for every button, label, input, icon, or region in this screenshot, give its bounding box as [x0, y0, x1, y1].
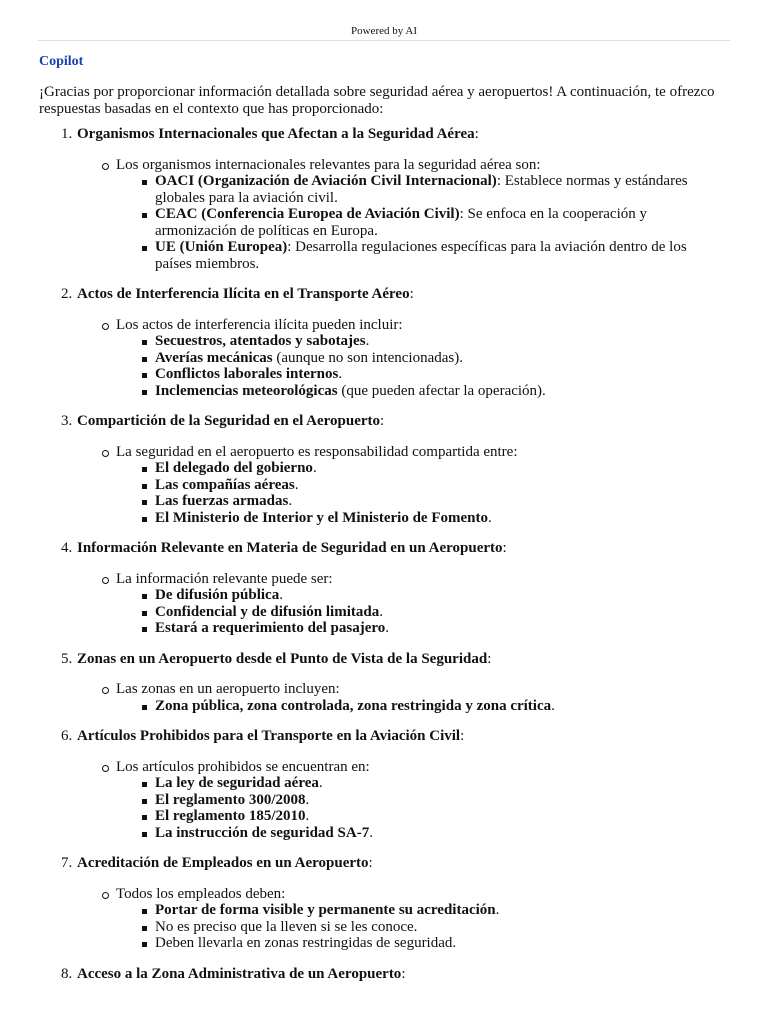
bullet-text: .	[385, 620, 390, 636]
bullet-bold-text: La ley de seguridad aérea	[155, 775, 319, 791]
bullet-bold-text: Conflictos laborales internos	[155, 366, 339, 382]
bullet-text: (aunque no son intencionadas).	[272, 349, 463, 366]
section-heading: Artículos Prohibidos para el Transporte en la Aviación Civil:	[77, 728, 465, 744]
bullet-bold-text: De difusión pública	[155, 587, 280, 603]
bullet-item	[155, 620, 719, 637]
square-bullet-icon	[142, 180, 147, 185]
section-item	[61, 126, 719, 272]
section-number: 1.	[61, 126, 73, 142]
bullet-text: .	[551, 697, 555, 714]
square-bullet-icon	[142, 594, 147, 599]
bullet-item	[155, 206, 719, 239]
section-item	[61, 413, 719, 526]
square-bullet-icon	[142, 832, 147, 837]
bullet-item	[155, 825, 719, 842]
bullet-item	[155, 350, 719, 367]
circle-bullet-icon	[102, 577, 109, 584]
section-item	[61, 650, 719, 715]
section-title: Zonas en un Aeropuerto desde el Punto de Vista de la Seguridad	[77, 650, 488, 667]
bullet-text: .	[379, 603, 383, 620]
square-bullet-icon	[142, 815, 147, 820]
bullet-bold-text: Las compañías aéreas	[155, 476, 295, 493]
sub-list-item	[77, 317, 719, 400]
section-number: 4.	[61, 540, 73, 556]
square-bullet-icon	[142, 484, 147, 489]
section-heading: Acreditación de Empleados en un Aeropuerto:	[77, 855, 373, 871]
section-number: 7.	[61, 855, 73, 871]
sub-list-lead: La información relevante puede ser:	[116, 570, 333, 587]
sub-list-item	[77, 681, 719, 714]
bullet-bold-text: Inclemencias meteorológicas	[155, 382, 338, 399]
section-heading: Compartición de la Seguridad en el Aeropuerto:	[77, 413, 385, 429]
section-item	[61, 540, 719, 637]
section-title: Información Relevante en Materia de Seguridad en un Aeropuerto	[77, 540, 503, 556]
bullet-bold-text: Confidencial y de difusión limitada	[155, 603, 380, 620]
section-title: Compartición de la Seguridad en el Aeropuerto	[77, 413, 381, 429]
bullet-item	[155, 493, 719, 510]
bullet-bold-text: El Ministerio de Interior y el Ministerio de Fomento	[155, 509, 488, 526]
section-item	[61, 728, 719, 841]
section-item	[61, 855, 719, 952]
bullet-list	[116, 460, 719, 526]
bullet-text: .	[318, 775, 323, 791]
bullet-bold-text: Portar de forma visible y permanente su acreditación	[155, 902, 496, 918]
section-title: Acreditación de Empleados en un Aeropuerto	[77, 855, 369, 871]
bullet-text: : Establece normas y estándares globales para la aviación civil.	[155, 173, 688, 206]
bullet-list	[116, 333, 719, 399]
sub-list-item	[77, 157, 719, 273]
bullet-text: : Desarrolla regulaciones específicas para la aviación dentro de los países miembros.	[155, 239, 687, 272]
square-bullet-icon	[142, 357, 147, 362]
square-bullet-icon	[142, 705, 147, 710]
bullet-item	[155, 366, 719, 383]
bullet-text: (que pueden afectar la operación).	[337, 382, 546, 399]
section-body	[77, 444, 719, 527]
bullet-list	[116, 902, 719, 952]
bullet-text: .	[312, 460, 317, 476]
bullet-list	[116, 587, 719, 637]
bullet-item	[155, 902, 719, 919]
section-number: 2.	[61, 286, 73, 302]
sub-list-item	[77, 444, 719, 527]
bullet-text: : Se enfoca en la cooperación y armonización de políticas en Europa.	[155, 206, 647, 239]
bullet-bold-text: El reglamento 300/2008	[155, 791, 306, 808]
section-heading: Zonas en un Aeropuerto desde el Punto de Vista de la Seguridad:	[77, 650, 492, 667]
square-bullet-icon	[142, 627, 147, 632]
section-number: 5.	[61, 650, 73, 667]
bullet-bold-text: UE (Unión Europea)	[155, 239, 288, 255]
answer-content	[39, 126, 719, 996]
square-bullet-icon	[142, 782, 147, 787]
circle-bullet-icon	[102, 892, 109, 899]
bullet-text: .	[495, 902, 500, 918]
bullet-text: .	[294, 476, 299, 493]
sub-list-lead: Los artículos prohibidos se encuentran en:	[116, 758, 370, 775]
bullet-item	[155, 604, 719, 621]
square-bullet-icon	[142, 942, 147, 947]
square-bullet-icon	[142, 926, 147, 931]
bullet-item	[155, 919, 719, 936]
circle-bullet-icon	[102, 687, 109, 694]
sub-list-lead: Los organismos internacionales relevantes para la seguridad aérea son:	[116, 156, 541, 173]
bullet-bold-text: La instrucción de seguridad SA-7	[155, 824, 370, 841]
section-heading: Información Relevante en Materia de Seguridad en un Aeropuerto:	[77, 540, 507, 556]
section-body	[77, 317, 719, 400]
bullet-text: .	[338, 366, 343, 382]
bullet-text: .	[305, 808, 310, 824]
bullet-item	[155, 239, 719, 272]
sub-list-lead: Las zonas en un aeropuerto incluyen:	[116, 681, 340, 697]
section-item	[61, 286, 719, 399]
section-number: 8.	[61, 965, 73, 982]
sub-list-lead: La seguridad en el aeropuerto es responsabilidad compartida entre:	[116, 443, 518, 460]
section-heading: Actos de Interferencia Ilícita en el Transporte Aéreo:	[77, 286, 414, 302]
bullet-text: Deben llevarla en zonas restringidas de seguridad.	[155, 935, 457, 951]
section-title: Acceso a la Zona Administrativa de un Aeropuerto	[77, 965, 402, 982]
circle-bullet-icon	[102, 323, 109, 330]
sub-list-item	[77, 759, 719, 842]
square-bullet-icon	[142, 500, 147, 505]
square-bullet-icon	[142, 213, 147, 218]
bullet-text: .	[365, 333, 370, 349]
bullet-item	[155, 935, 719, 952]
circle-bullet-icon	[102, 450, 109, 457]
powered-by-label: Powered by AI	[38, 22, 730, 41]
section-heading: Acceso a la Zona Administrativa de un Aeropuerto:	[77, 965, 406, 982]
bullet-text: No es preciso que la lleven si se les conoce.	[155, 918, 418, 935]
bullet-bold-text: Las fuerzas armadas	[155, 493, 289, 509]
square-bullet-icon	[142, 799, 147, 804]
bullet-text: .	[488, 509, 492, 526]
circle-bullet-icon	[102, 163, 109, 170]
bullet-item	[155, 587, 719, 604]
sections-list	[39, 126, 719, 982]
section-title: Actos de Interferencia Ilícita en el Transporte Aéreo	[77, 286, 410, 302]
section-item	[61, 965, 719, 983]
bullet-bold-text: Averías mecánicas	[155, 349, 273, 366]
bullet-bold-text: Zona pública, zona controlada, zona restringida y zona crítica	[155, 697, 552, 714]
bullet-bold-text: El delegado del gobierno	[155, 460, 313, 476]
section-title: Artículos Prohibidos para el Transporte en la Aviación Civil	[77, 728, 461, 744]
bullet-item	[155, 173, 719, 206]
section-body	[77, 759, 719, 842]
section-number: 6.	[61, 728, 73, 744]
bullet-text: .	[279, 587, 283, 603]
brand-title: Copilot	[39, 54, 84, 69]
bullet-item	[155, 333, 719, 350]
section-body	[77, 681, 719, 714]
section-heading: Organismos Internacionales que Afectan a la Seguridad Aérea:	[77, 126, 479, 142]
sub-list-item	[77, 886, 719, 952]
section-number: 3.	[61, 413, 73, 429]
section-body	[77, 157, 719, 273]
bullet-item	[155, 477, 719, 494]
square-bullet-icon	[142, 390, 147, 395]
bullet-text: .	[305, 791, 310, 808]
section-title: Organismos Internacionales que Afectan a la Seguridad Aérea	[77, 126, 475, 142]
square-bullet-icon	[142, 909, 147, 914]
square-bullet-icon	[142, 517, 147, 522]
bullet-text: .	[369, 824, 373, 841]
circle-bullet-icon	[102, 765, 109, 772]
bullet-list	[116, 173, 719, 272]
section-body	[77, 886, 719, 952]
bullet-item	[155, 792, 719, 809]
section-body	[77, 571, 719, 637]
square-bullet-icon	[142, 611, 147, 616]
bullet-bold-text: CEAC (Conferencia Europea de Aviación Civil)	[155, 206, 460, 222]
square-bullet-icon	[142, 246, 147, 251]
bullet-bold-text: Estará a requerimiento del pasajero	[155, 620, 386, 636]
bullet-bold-text: Secuestros, atentados y sabotajes	[155, 333, 366, 349]
bullet-item	[155, 510, 719, 527]
bullet-item	[155, 775, 719, 792]
bullet-item	[155, 808, 719, 825]
square-bullet-icon	[142, 340, 147, 345]
sub-list-lead: Los actos de interferencia ilícita pueden incluir:	[116, 316, 403, 333]
intro-paragraph: ¡Gracias por proporcionar información detallada sobre seguridad aérea y aeropuertos! A continuación, te ofrezco respuestas basadas en el contexto que has proporcionado:	[39, 84, 715, 117]
bullet-item	[155, 460, 719, 477]
bullet-item	[155, 383, 719, 400]
square-bullet-icon	[142, 467, 147, 472]
bullet-bold-text: El reglamento 185/2010	[155, 808, 306, 824]
sub-list-item	[77, 571, 719, 637]
square-bullet-icon	[142, 373, 147, 378]
bullet-item	[155, 698, 719, 715]
bullet-text: .	[288, 493, 293, 509]
sub-list-lead: Todos los empleados deben:	[116, 885, 286, 902]
bullet-bold-text: OACI (Organización de Aviación Civil Internacional)	[155, 173, 497, 189]
bullet-list	[116, 698, 719, 715]
bullet-list	[116, 775, 719, 841]
